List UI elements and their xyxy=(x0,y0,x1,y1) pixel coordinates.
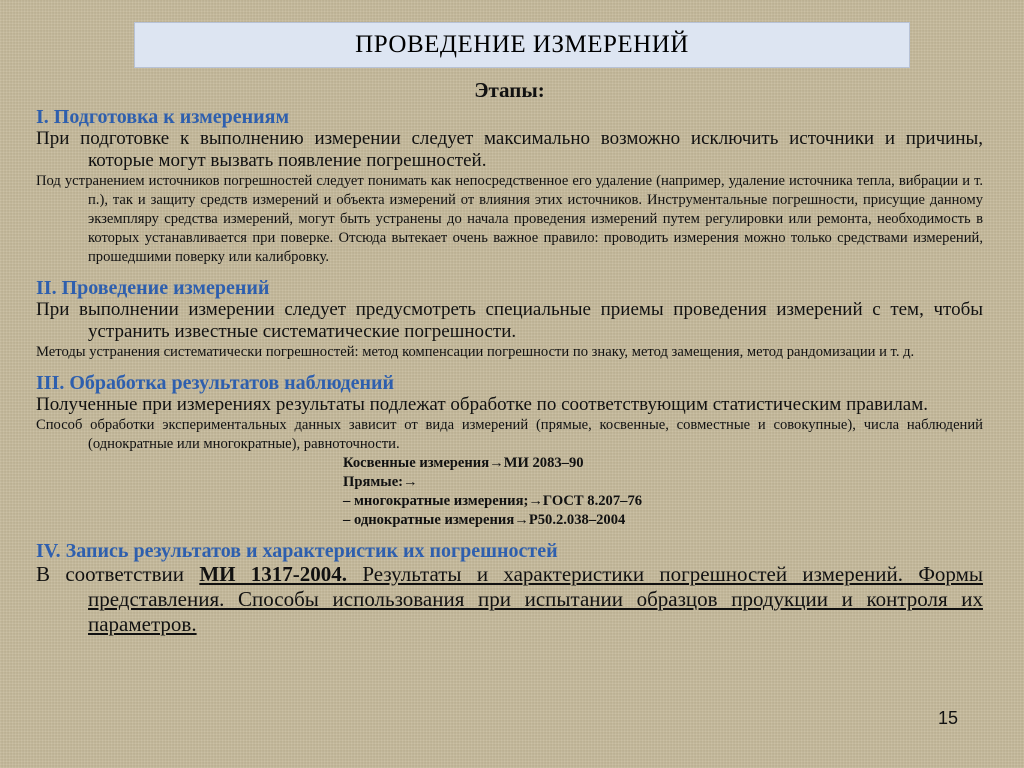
page-title: ПРОВЕДЕНИЕ ИЗМЕРЕНИЙ xyxy=(355,31,689,58)
standard-direct-label: Прямые:→ xyxy=(343,474,418,490)
section-4-paragraph xyxy=(36,562,983,637)
section-3-heading: III. Обработка результатов наблюдений xyxy=(36,372,395,394)
standard-indirect: Косвенные измерения→МИ 2083–90 xyxy=(343,455,584,471)
section-1-heading: I. Подготовка к измерениям xyxy=(36,106,290,128)
standards-list xyxy=(36,454,983,530)
section-2-paragraph-2: Методы устранения систематически погрешностей: метод компенсации погрешности по знаку, метод замещения, метод рандомизации и т. д. xyxy=(36,344,915,360)
page-number: 15 xyxy=(938,708,959,728)
section-3-paragraph-2: Способ обработки экспериментальных данных зависит от вида измерений (прямые, косвенные, совместные и совокупные), числа наблюдений (однократные или многократные), равноточности. xyxy=(36,417,983,452)
stages-label: Этапы: xyxy=(474,78,545,102)
section-3-paragraph-1: Полученные при измерениях результаты подлежат обработке по соответствующим статистическим правилам. xyxy=(36,394,929,415)
section-4-prefix: В соответствии xyxy=(36,562,200,586)
section-4-standard-title: Результаты и характеристики погрешностей измерений. Формы представления. Способы использования при испытании образцов продукции и контроля их параметров. xyxy=(88,562,983,636)
title-banner xyxy=(134,22,910,68)
slide-content xyxy=(36,78,983,637)
section-1-paragraph-2: Под устранением источников погрешностей следует понимать как непосредственное его удаление (например, удаление источника тепла, вибрации и т. п.), так и защиту средств измерений и объекта измерений от влияния этих источников. Инструментальные погрешности, присущие данному экземпляру средства измерений, могут быть устранены до начала проведения измерений путем регулировки или ремонта, необходимость в которых устанавливается при поверке. Отсюда вытекает очень важное правило: проводить измерения можно только средствами измерений, прошедшими поверку или калибровку. xyxy=(36,173,983,265)
section-2-paragraph-1: При выполнении измерении следует предусмотреть специальные приемы проведения измерений с тем, чтобы устранить известные систематические погрешности. xyxy=(36,299,983,342)
section-2-heading: II. Проведение измерений xyxy=(36,277,270,299)
standard-single: – однократные измерения→Р50.2.038–2004 xyxy=(343,512,626,528)
section-4-heading: IV. Запись результатов и характеристик их погрешностей xyxy=(36,540,558,562)
standard-multiple: – многократные измерения;→ГОСТ 8.207–76 xyxy=(343,493,643,509)
standard-mi-1317: МИ 1317-2004. xyxy=(199,562,348,586)
section-1-paragraph-1: При подготовке к выполнению измерении следует максимально возможно исключить источники и причины, которые могут вызвать появление погрешностей. xyxy=(36,128,983,171)
